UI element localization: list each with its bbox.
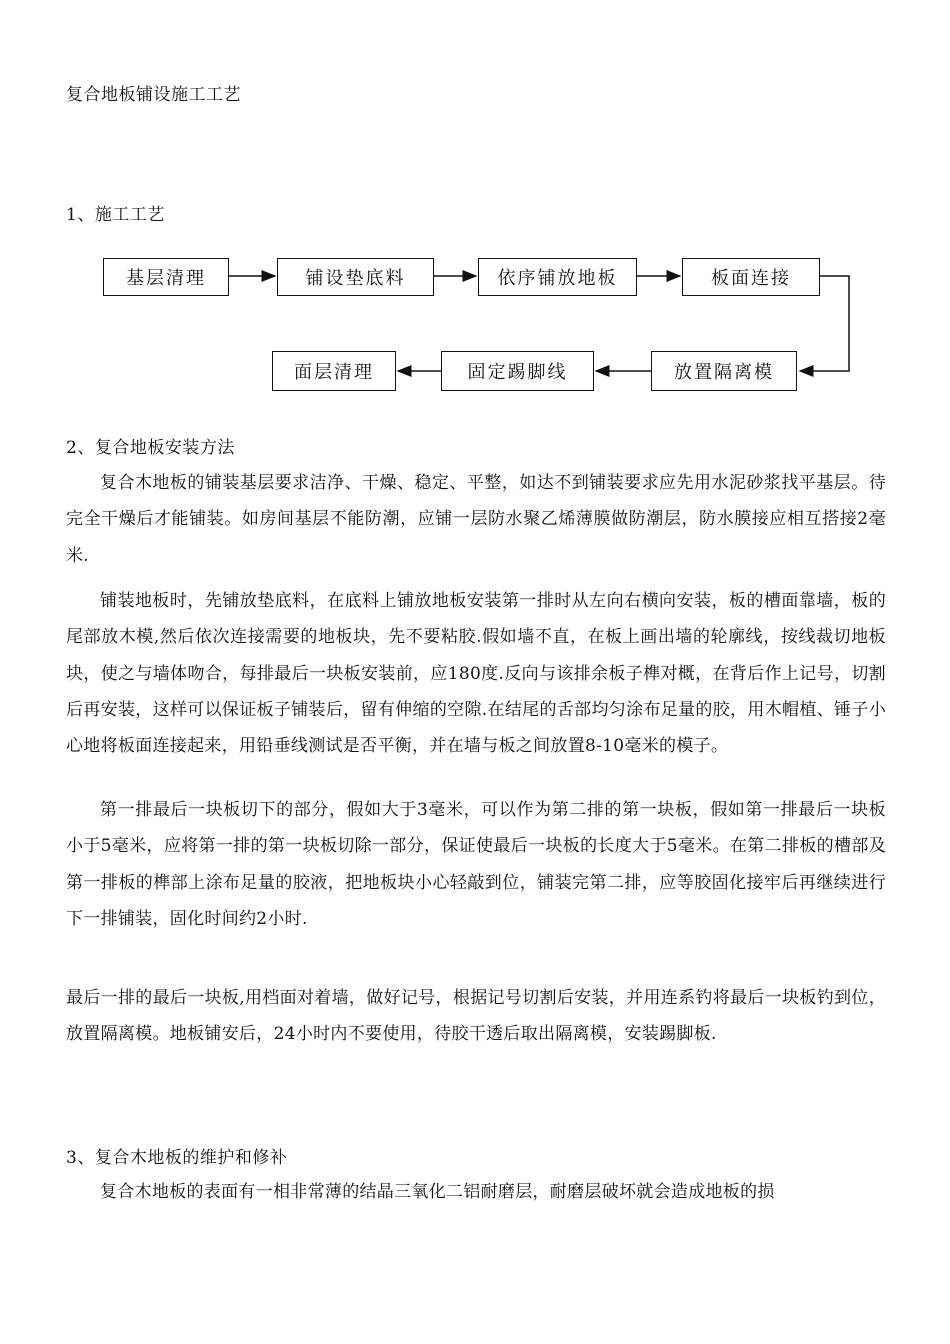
step-base-cleaning: 基层清理 [103,258,229,296]
section-2-paragraph-3: 第一排最后一块板切下的部分，假如大于3毫米，可以作为第二排的第一块板，假如第一排最后一块板小于5毫米，应将第一排的第一块板切除一部分，保证使最后一块板的长度大于5毫米。在第二排板的槽部及第一排板的榫部上涂布足量的胶液，把地板块小心轻敲到位，铺装完第二排，应等胶固化接牢后再继续进行下一排铺装，固化时间约2小时. [66,800,886,929]
step-lay-underlay: 铺设垫底料 [277,258,434,296]
document-title: 复合地板铺设施工工艺 [66,85,241,105]
section-1-heading: 1、施工工艺 [66,205,165,225]
step-connect-boards: 板面连接 [682,258,820,296]
section-2-paragraph-4: 最后一排的最后一块板,用档面对着墙，做好记号，根据记号切割后安装，并用连系钓将最后一块板钓到位，放置隔离模。地板铺安后，24小时内不要使用，待胶干透后取出隔离模，安装踢脚板. [66,988,886,1045]
step-surface-cleaning: 面层清理 [272,351,396,391]
section-2-paragraph-1: 复合木地板的铺装基层要求洁净、干燥、稳定、平整，如达不到铺装要求应先用水泥砂浆找平基层。待完全干燥后才能铺装。如房间基层不能防潮，应铺一层防水聚乙烯薄膜做防潮层，防水膜接应相互搭接2毫米. [66,473,886,566]
section-3-heading: 3、复合木地板的维护和修补 [66,1148,288,1168]
step-place-spacers: 放置隔离模 [651,351,797,391]
step-lay-boards: 依序铺放地板 [478,258,637,296]
section-2-heading: 2、复合地板安装方法 [66,438,235,458]
section-2-paragraph-2: 铺装地板时，先铺放垫底料，在底料上铺放地板安装第一排时从左向右横向安装，板的槽面靠墙，板的尾部放木模,然后依次连接需要的地板块，先不要粘胶.假如墙不直，在板上画出墙的轮廓线，按线裁切地板块，使之与墙体吻合，每排最后一块板安装前，应180度.反向与该排余板子榫对概，在背后作上记号，切割后再安装，这样可以保证板子铺装后，留有伸缩的空隙.在结尾的舌部均匀涂布足量的胶，用木帽植、锤子小心地将板面连接起来，用铅垂线测试是否平衡，并在墙与板之间放置8-10毫米的模子。 [66,591,886,757]
section-3-paragraph-1: 复合木地板的表面有一相非常薄的结晶三氧化二铝耐磨层，耐磨层破坏就会造成地板的损 [100,1182,775,1202]
process-flowchart [0,0,950,420]
step-fix-skirting: 固定踢脚线 [441,351,594,391]
